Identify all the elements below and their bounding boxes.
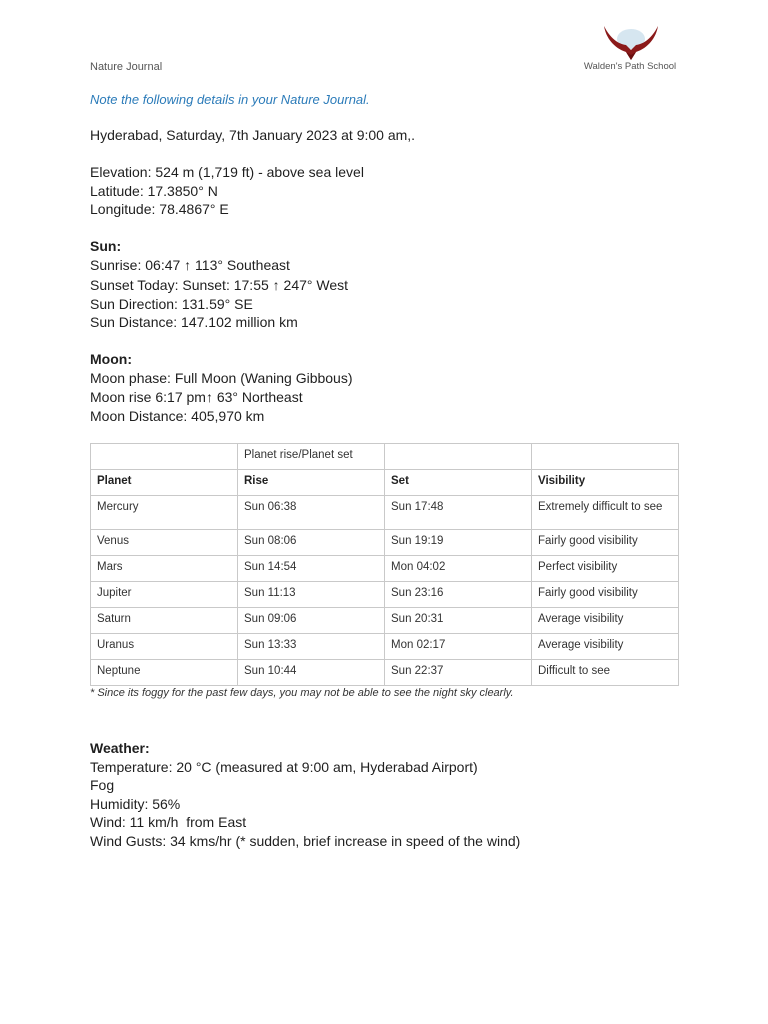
planet-visibility: Difficult to see bbox=[532, 660, 679, 686]
planet-set: Mon 02:17 bbox=[385, 634, 532, 660]
planet-visibility: Average visibility bbox=[532, 608, 679, 634]
table-cell bbox=[385, 444, 532, 470]
sun-heading: Sun: bbox=[90, 238, 122, 254]
moon-heading: Moon: bbox=[90, 351, 132, 367]
location-block bbox=[90, 126, 415, 145]
planet-name: Venus bbox=[91, 530, 238, 556]
elevation-text: Elevation: 524 m (1,719 ft) - above sea level bbox=[90, 164, 364, 180]
planet-visibility: Average visibility bbox=[532, 634, 679, 660]
table-row bbox=[91, 608, 679, 634]
planet-rise: Sun 06:38 bbox=[238, 496, 385, 530]
planet-set: Sun 20:31 bbox=[385, 608, 532, 634]
wind-gusts-text: Wind Gusts: 34 kms/hr (* sudden, brief increase in speed of the wind) bbox=[90, 832, 521, 849]
table-row bbox=[91, 582, 679, 608]
planet-set: Sun 19:19 bbox=[385, 530, 532, 556]
planet-rise: Sun 08:06 bbox=[238, 530, 385, 556]
weather-heading: Weather: bbox=[90, 740, 150, 756]
planet-visibility: Extremely difficult to see bbox=[532, 496, 679, 530]
table-top-row bbox=[91, 444, 679, 470]
planet-set: Sun 17:48 bbox=[385, 496, 532, 530]
planet-name: Mercury bbox=[91, 496, 238, 530]
planet-rise: Sun 09:06 bbox=[238, 608, 385, 634]
geo-block bbox=[90, 163, 364, 219]
moon-phase-text: Moon phase: Full Moon (Waning Gibbous) bbox=[90, 369, 353, 386]
planet-name: Neptune bbox=[91, 660, 238, 686]
sun-distance-text: Sun Distance: 147.102 million km bbox=[90, 314, 298, 330]
planet-name: Jupiter bbox=[91, 582, 238, 608]
eagle-icon bbox=[600, 24, 662, 62]
fog-note: * Since its foggy for the past few days, you may not be able to see the night sky clearly. bbox=[90, 687, 514, 699]
planet-set: Mon 04:02 bbox=[385, 556, 532, 582]
latitude-text: Latitude: 17.3850° N bbox=[90, 182, 218, 199]
school-logo bbox=[580, 24, 680, 74]
planet-name: Saturn bbox=[91, 608, 238, 634]
planet-table bbox=[90, 443, 679, 686]
table-top-label: Planet rise/Planet set bbox=[238, 444, 385, 470]
sunrise-text: Sunrise: 06:47 ↑ 113° Southeast bbox=[90, 256, 290, 273]
weather-condition-text: Fog bbox=[90, 777, 115, 793]
table-row bbox=[91, 634, 679, 660]
planet-rise: Sun 14:54 bbox=[238, 556, 385, 582]
location-line: Hyderabad, Saturday, 7th January 2023 at 9:00 am,. bbox=[90, 127, 416, 143]
school-name: Walden's Path School bbox=[583, 61, 677, 72]
sunset-text: Sunset Today: Sunset: 17:55 ↑ 247° West bbox=[90, 277, 349, 293]
table-header-row bbox=[91, 470, 679, 496]
table-row bbox=[91, 496, 679, 530]
table-row bbox=[91, 660, 679, 686]
header-planet: Planet bbox=[91, 470, 238, 496]
planet-set: Sun 23:16 bbox=[385, 582, 532, 608]
header-visibility: Visibility bbox=[532, 470, 679, 496]
moon-block bbox=[90, 350, 353, 425]
weather-block bbox=[90, 739, 520, 850]
planet-rise: Sun 11:13 bbox=[238, 582, 385, 608]
table-row bbox=[91, 530, 679, 556]
table-cell bbox=[91, 444, 238, 470]
planet-visibility: Fairly good visibility bbox=[532, 582, 679, 608]
planet-name: Mars bbox=[91, 556, 238, 582]
planet-visibility: Fairly good visibility bbox=[532, 530, 679, 556]
sun-direction-text: Sun Direction: 131.59° SE bbox=[90, 295, 253, 312]
planet-name: Uranus bbox=[91, 634, 238, 660]
planet-rise: Sun 10:44 bbox=[238, 660, 385, 686]
table-row bbox=[91, 556, 679, 582]
header-rise: Rise bbox=[238, 470, 385, 496]
humidity-text: Humidity: 56% bbox=[90, 795, 181, 812]
moon-rise-text: Moon rise 6:17 pm↑ 63° Northeast bbox=[90, 389, 303, 405]
header-set: Set bbox=[385, 470, 532, 496]
planet-visibility: Perfect visibility bbox=[532, 556, 679, 582]
planet-rise: Sun 13:33 bbox=[238, 634, 385, 660]
wind-text: Wind: 11 km/h from East bbox=[90, 814, 247, 830]
moon-distance-text: Moon Distance: 405,970 km bbox=[90, 407, 265, 424]
sun-block bbox=[90, 237, 348, 332]
intro-instruction: Note the following details in your Nature Journal. bbox=[90, 92, 370, 107]
journal-label: Nature Journal bbox=[90, 61, 163, 73]
table-cell bbox=[532, 444, 679, 470]
planet-set: Sun 22:37 bbox=[385, 660, 532, 686]
temperature-text: Temperature: 20 °C (measured at 9:00 am, Hyderabad Airport) bbox=[90, 758, 478, 775]
longitude-text: Longitude: 78.4867° E bbox=[90, 201, 229, 217]
